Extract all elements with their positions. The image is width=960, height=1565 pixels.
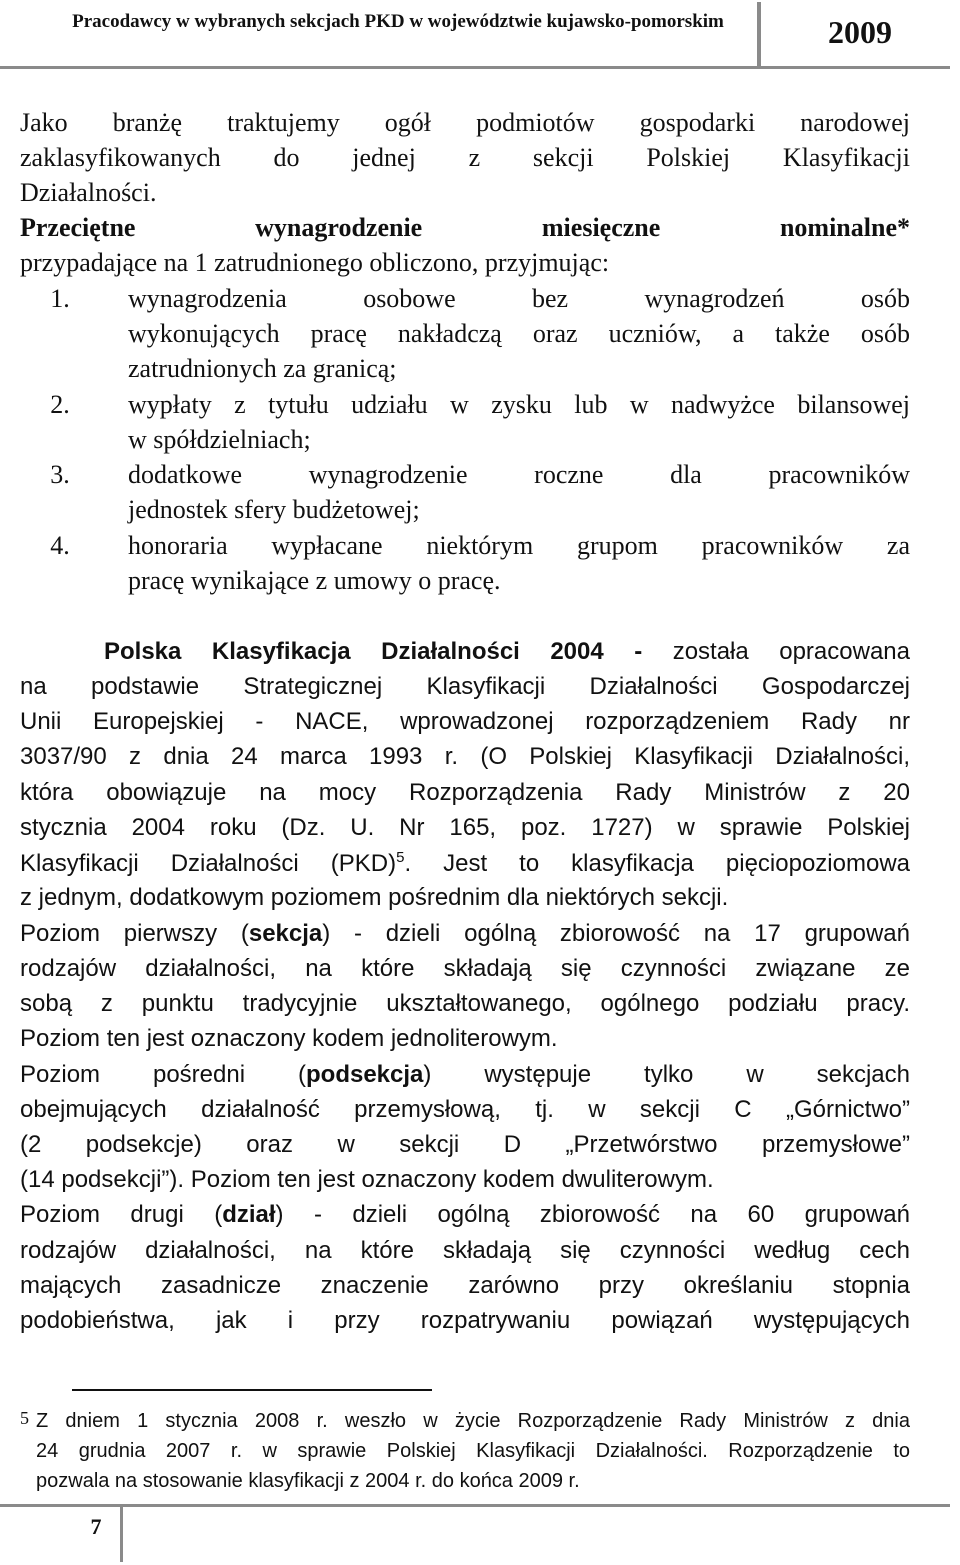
pkd-line-9a: Poziom pierwszy ( [20, 920, 249, 947]
list-item-line: honoraria wypłacane niektórym grupom pracowników za [128, 531, 910, 560]
list-item-line: wykonujących pracę nakładczą oraz uczniów, a także osób [128, 319, 910, 348]
footnote-line-3: pozwala na stosowanie klasyfikacji z 2004 r. do końca 2009 r. [36, 1470, 580, 1492]
pkd-line-19: mających zasadnicze znaczenie zarówno przy określaniu stopnia [20, 1272, 910, 1299]
header-year: 2009 [828, 14, 892, 50]
definition-heading: Przeciętne wynagrodzenie miesięczne nominalne* [20, 213, 910, 242]
pkd-line-8: z jednym, dodatkowym poziomem pośrednim dla niektórych sekcji. [20, 884, 729, 911]
intro-line-2: zaklasyfikowanych do jednej z sekcji Polskiej Klasyfikacji [20, 143, 910, 172]
list-item-line: zatrudnionych za granicą; [128, 354, 397, 383]
pkd-line-20: podobieństwa, jak i przy rozpatrywaniu powiązań występujących [20, 1307, 910, 1334]
page-header [0, 0, 960, 68]
pkd-line-7a: Klasyfikacji Działalności (PKD) [20, 850, 397, 877]
term-sekcja: sekcja [248, 920, 323, 947]
term-podsekcja: podsekcja [306, 1061, 424, 1088]
pkd-line-1 [104, 638, 910, 666]
footnote-line-2: 24 grudnia 2007 r. w sprawie Polskiej Klasyfikacji Działalności. Rozporządzenie to [36, 1440, 910, 1462]
list-number: 1. [50, 284, 70, 313]
pkd-line-5: która obowiązuje na mocy Rozporządzenia Rady Ministrów z 20 [20, 779, 910, 806]
pkd-line-17 [20, 1201, 910, 1229]
header-rule [0, 66, 950, 69]
list-item-line: wynagrodzenia osobowe bez wynagrodzeń osób [128, 284, 910, 313]
list-item-line: jednostek sfery budżetowej; [128, 495, 420, 524]
footnote-rule [72, 1389, 432, 1391]
footnote-line-1: Z dniem 1 stycznia 2008 r. weszło w życie Rozporządzenie Rady Ministrów z dnia [36, 1410, 910, 1432]
pkd-line-1-rest: została opracowana [642, 638, 910, 665]
pkd-line-13 [20, 1061, 910, 1089]
pkd-line-11: sobą z punktu tradycyjnie ukształtowanego, ogólnego podziału pracy. [20, 990, 910, 1017]
pkd-line-13c: ) występuje tylko w sekcjach [423, 1061, 910, 1088]
intro-line-1: Jako branżę traktujemy ogół podmiotów gospodarki narodowej [20, 108, 910, 137]
page-number: 7 [90, 1514, 102, 1539]
pkd-line-15: (2 podsekcje) oraz w sekcji D „Przetwórstwo przemysłowe” [20, 1131, 910, 1158]
list-number: 3. [50, 460, 70, 489]
pkd-line-12: Poziom ten jest oznaczony kodem jednoliterowym. [20, 1025, 558, 1052]
intro-line-3: Działalności. [20, 178, 157, 207]
list-item-line: dodatkowe wynagrodzenie roczne dla pracowników [128, 460, 910, 489]
pkd-line-7b: . Jest to klasyfikacja pięciopoziomowa [404, 850, 910, 877]
pkd-line-13a: Poziom pośredni ( [20, 1061, 306, 1088]
header-separator [757, 2, 761, 68]
list-item-line: w spółdzielniach; [128, 425, 311, 454]
footnote-mark: 5 [20, 1408, 29, 1428]
list-number: 2. [50, 390, 70, 419]
pkd-line-3: Unii Europejskiej - NACE, wprowadzonej rozporządzeniem Rady nr [20, 708, 910, 735]
pkd-line-9 [20, 920, 910, 948]
pkd-line-17c: ) - dzieli ogólną zbiorowość na 60 grupowań [275, 1201, 910, 1228]
pkd-line-17a: Poziom drugi ( [20, 1201, 223, 1228]
pkd-line-14: obejmujących działalność przemysłową, tj. w sekcji C „Górnictwo” [20, 1096, 910, 1123]
list-number: 4. [50, 531, 70, 560]
definition-line-2: przypadające na 1 zatrudnionego obliczono, przyjmując: [20, 248, 610, 277]
list-item-line: wypłaty z tytułu udziału w zysku lub w nadwyżce bilansowej [128, 390, 910, 419]
header-title: Pracodawcy w wybranych sekcjach PKD w województwie kujawsko-pomorskim [72, 11, 724, 32]
pkd-term: Polska Klasyfikacja Działalności 2004 - [104, 638, 643, 665]
pkd-line-18: rodzajów działalności, na które składają się czynności według cech [20, 1237, 910, 1264]
term-dzial: dział [222, 1201, 276, 1228]
pkd-line-2: na podstawie Strategicznej Klasyfikacji Działalności Gospodarczej [20, 673, 910, 700]
pkd-line-6: stycznia 2004 roku (Dz. U. Nr 165, poz. 1727) w sprawie Polskiej [20, 814, 910, 841]
pkd-line-16: (14 podsekcji”). Poziom ten jest oznaczony kodem dwuliterowym. [20, 1166, 714, 1193]
pkd-line-7 [20, 849, 910, 878]
pkd-line-9c: ) - dzieli ogólną zbiorowość na 17 grupowań [322, 920, 910, 947]
pkd-line-10: rodzajów działalności, na które składają się czynności związane ze [20, 955, 910, 982]
footer-rule [0, 1504, 950, 1507]
pkd-line-4: 3037/90 z dnia 24 marca 1993 r. (O Polskiej Klasyfikacji Działalności, [20, 743, 910, 770]
list-item-line: pracę wynikające z umowy o pracę. [128, 566, 501, 595]
footnote-ref: 5 [396, 849, 405, 866]
footer-separator [120, 1504, 123, 1562]
